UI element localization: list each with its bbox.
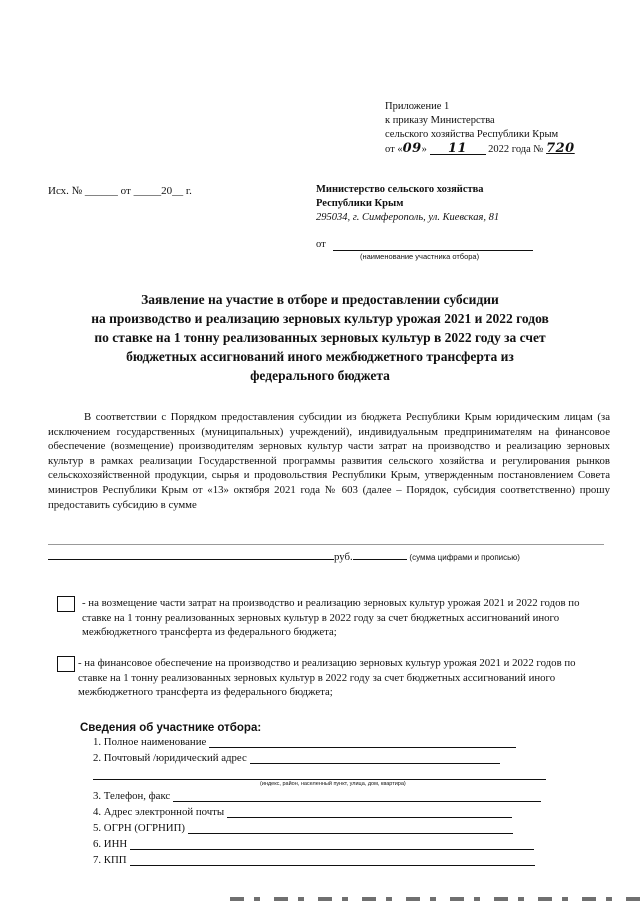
appendix-line-3: сельского хозяйства Республики Крым — [385, 129, 559, 140]
request-text: В соответствии с Порядком предоставления субсидии из бюджета Республики Крым юридическим лицам (за исключением государственных (муниципальных) учреждений), индивидуальным предпринимателям на финансовое обеспечение (возмещение) производителям зерновых культур части затрат на производство и реализацию зерновых культур в рамках реализации Государственной программы развития сельского хозяйства и регулирования рынков сельскохозяйственной продукции, сырья и продовольствия Республики Крым, утвержденным постановлением Совета министров Республики Крым от «13» октября 2021 года № 603 (далее – Порядок, субсидия соответственно) прошу предоставить субсидию в сумме — [48, 411, 610, 511]
title-line-2: на производство и реализацию зерновых культур урожая 2021 и 2022 годов — [91, 311, 549, 326]
date-year: 2022 года № — [488, 144, 544, 155]
option-1-checkbox[interactable] — [57, 596, 75, 612]
ministry-address: 295034, г. Симферополь, ул. Киевская, 81 — [316, 212, 500, 223]
field-label: 3. Телефон, факс — [93, 790, 171, 802]
ministry-addressee — [316, 183, 499, 225]
participant-name-caption: (наименование участника отбора) — [360, 252, 480, 261]
sum-caption: (сумма цифрами и прописью) — [409, 553, 520, 562]
field-inn — [93, 838, 534, 850]
date-mid: » — [421, 144, 427, 155]
field-label: 1. Полное наименование — [93, 736, 207, 748]
title-line-3: по ставке на 1 тонну реализованных зерновых культур в 2022 году за счет — [94, 330, 546, 345]
field-address — [93, 752, 500, 764]
ogrn-input[interactable] — [188, 823, 513, 834]
participant-name-field[interactable] — [333, 250, 533, 251]
request-paragraph — [48, 410, 610, 512]
scan-edge-artifact — [230, 897, 640, 901]
option-2-checkbox[interactable] — [57, 656, 75, 672]
kpp-input[interactable] — [130, 855, 535, 866]
date-month: 11 — [448, 141, 468, 156]
field-kpp — [93, 854, 535, 866]
address-input[interactable] — [250, 753, 500, 764]
appendix-line-2: к приказу Министерства — [385, 115, 495, 126]
date-day: 09 — [402, 141, 422, 156]
sum-field[interactable] — [48, 548, 334, 560]
field-email — [93, 806, 512, 818]
field-ogrn — [93, 822, 513, 834]
field-phone — [93, 790, 541, 802]
field-label: 2. Почтовый /юридический адрес — [93, 752, 247, 764]
date-month-field — [430, 142, 486, 155]
field-full-name — [93, 736, 516, 748]
ministry-name-1: Министерство сельского хозяйства — [316, 184, 484, 195]
full-name-input[interactable] — [209, 737, 516, 748]
sum-kopecks-field[interactable] — [353, 548, 407, 560]
field-label: 5. ОГРН (ОГРНИП) — [93, 822, 185, 834]
phone-input[interactable] — [173, 791, 541, 802]
order-number: 720 — [546, 141, 575, 156]
title-line-5: федерального бюджета — [250, 368, 390, 383]
appendix-header — [385, 100, 575, 157]
field-label: 7. КПП — [93, 854, 127, 866]
address-input-line-2[interactable] — [93, 779, 546, 780]
sum-top-line — [48, 544, 604, 545]
inn-input[interactable] — [130, 839, 534, 850]
sum-currency: руб. — [334, 551, 353, 563]
participant-info-title: Сведения об участнике отбора: — [80, 722, 262, 734]
title-line-4: бюджетных ассигнований иного межбюджетного трансферта из — [126, 349, 514, 364]
option-2-text: - на финансовое обеспечение на производство и реализацию зерновых культур урожая 2021 и 2022 годов по ставке на 1 тонну реализованных зерновых культур в 2022 году за счет бюджетных ассигнований иного межбюджетного трансферта из федерального бюджета; — [78, 657, 576, 698]
email-input[interactable] — [227, 807, 512, 818]
date-prefix: от « — [385, 144, 403, 155]
appendix-date-line — [385, 142, 575, 157]
option-1-text: - на возмещение части затрат на производство и реализацию зерновых культур урожая 2021 и 2022 годов по ставке на 1 тонну реализованных зерновых культур в 2022 году за счет бюджетных ассигнований иного межбюджетного трансферта из федерального бюджета; — [82, 597, 580, 638]
field-label: 6. ИНН — [93, 838, 128, 850]
appendix-line-1: Приложение 1 — [385, 101, 450, 112]
outgoing-reference: Исх. № ______ от _____20__ г. — [48, 185, 192, 197]
ministry-name-2: Республики Крым — [316, 198, 404, 209]
title-line-1: Заявление на участие в отборе и предоставлении субсидии — [141, 292, 499, 307]
from-label: от — [316, 239, 326, 250]
document-title — [60, 290, 580, 385]
sum-row — [48, 548, 520, 563]
field-label: 4. Адрес электронной почты — [93, 806, 225, 818]
address-caption: (индекс, район, населенный пункт, улица, дом, квартира) — [260, 781, 406, 787]
